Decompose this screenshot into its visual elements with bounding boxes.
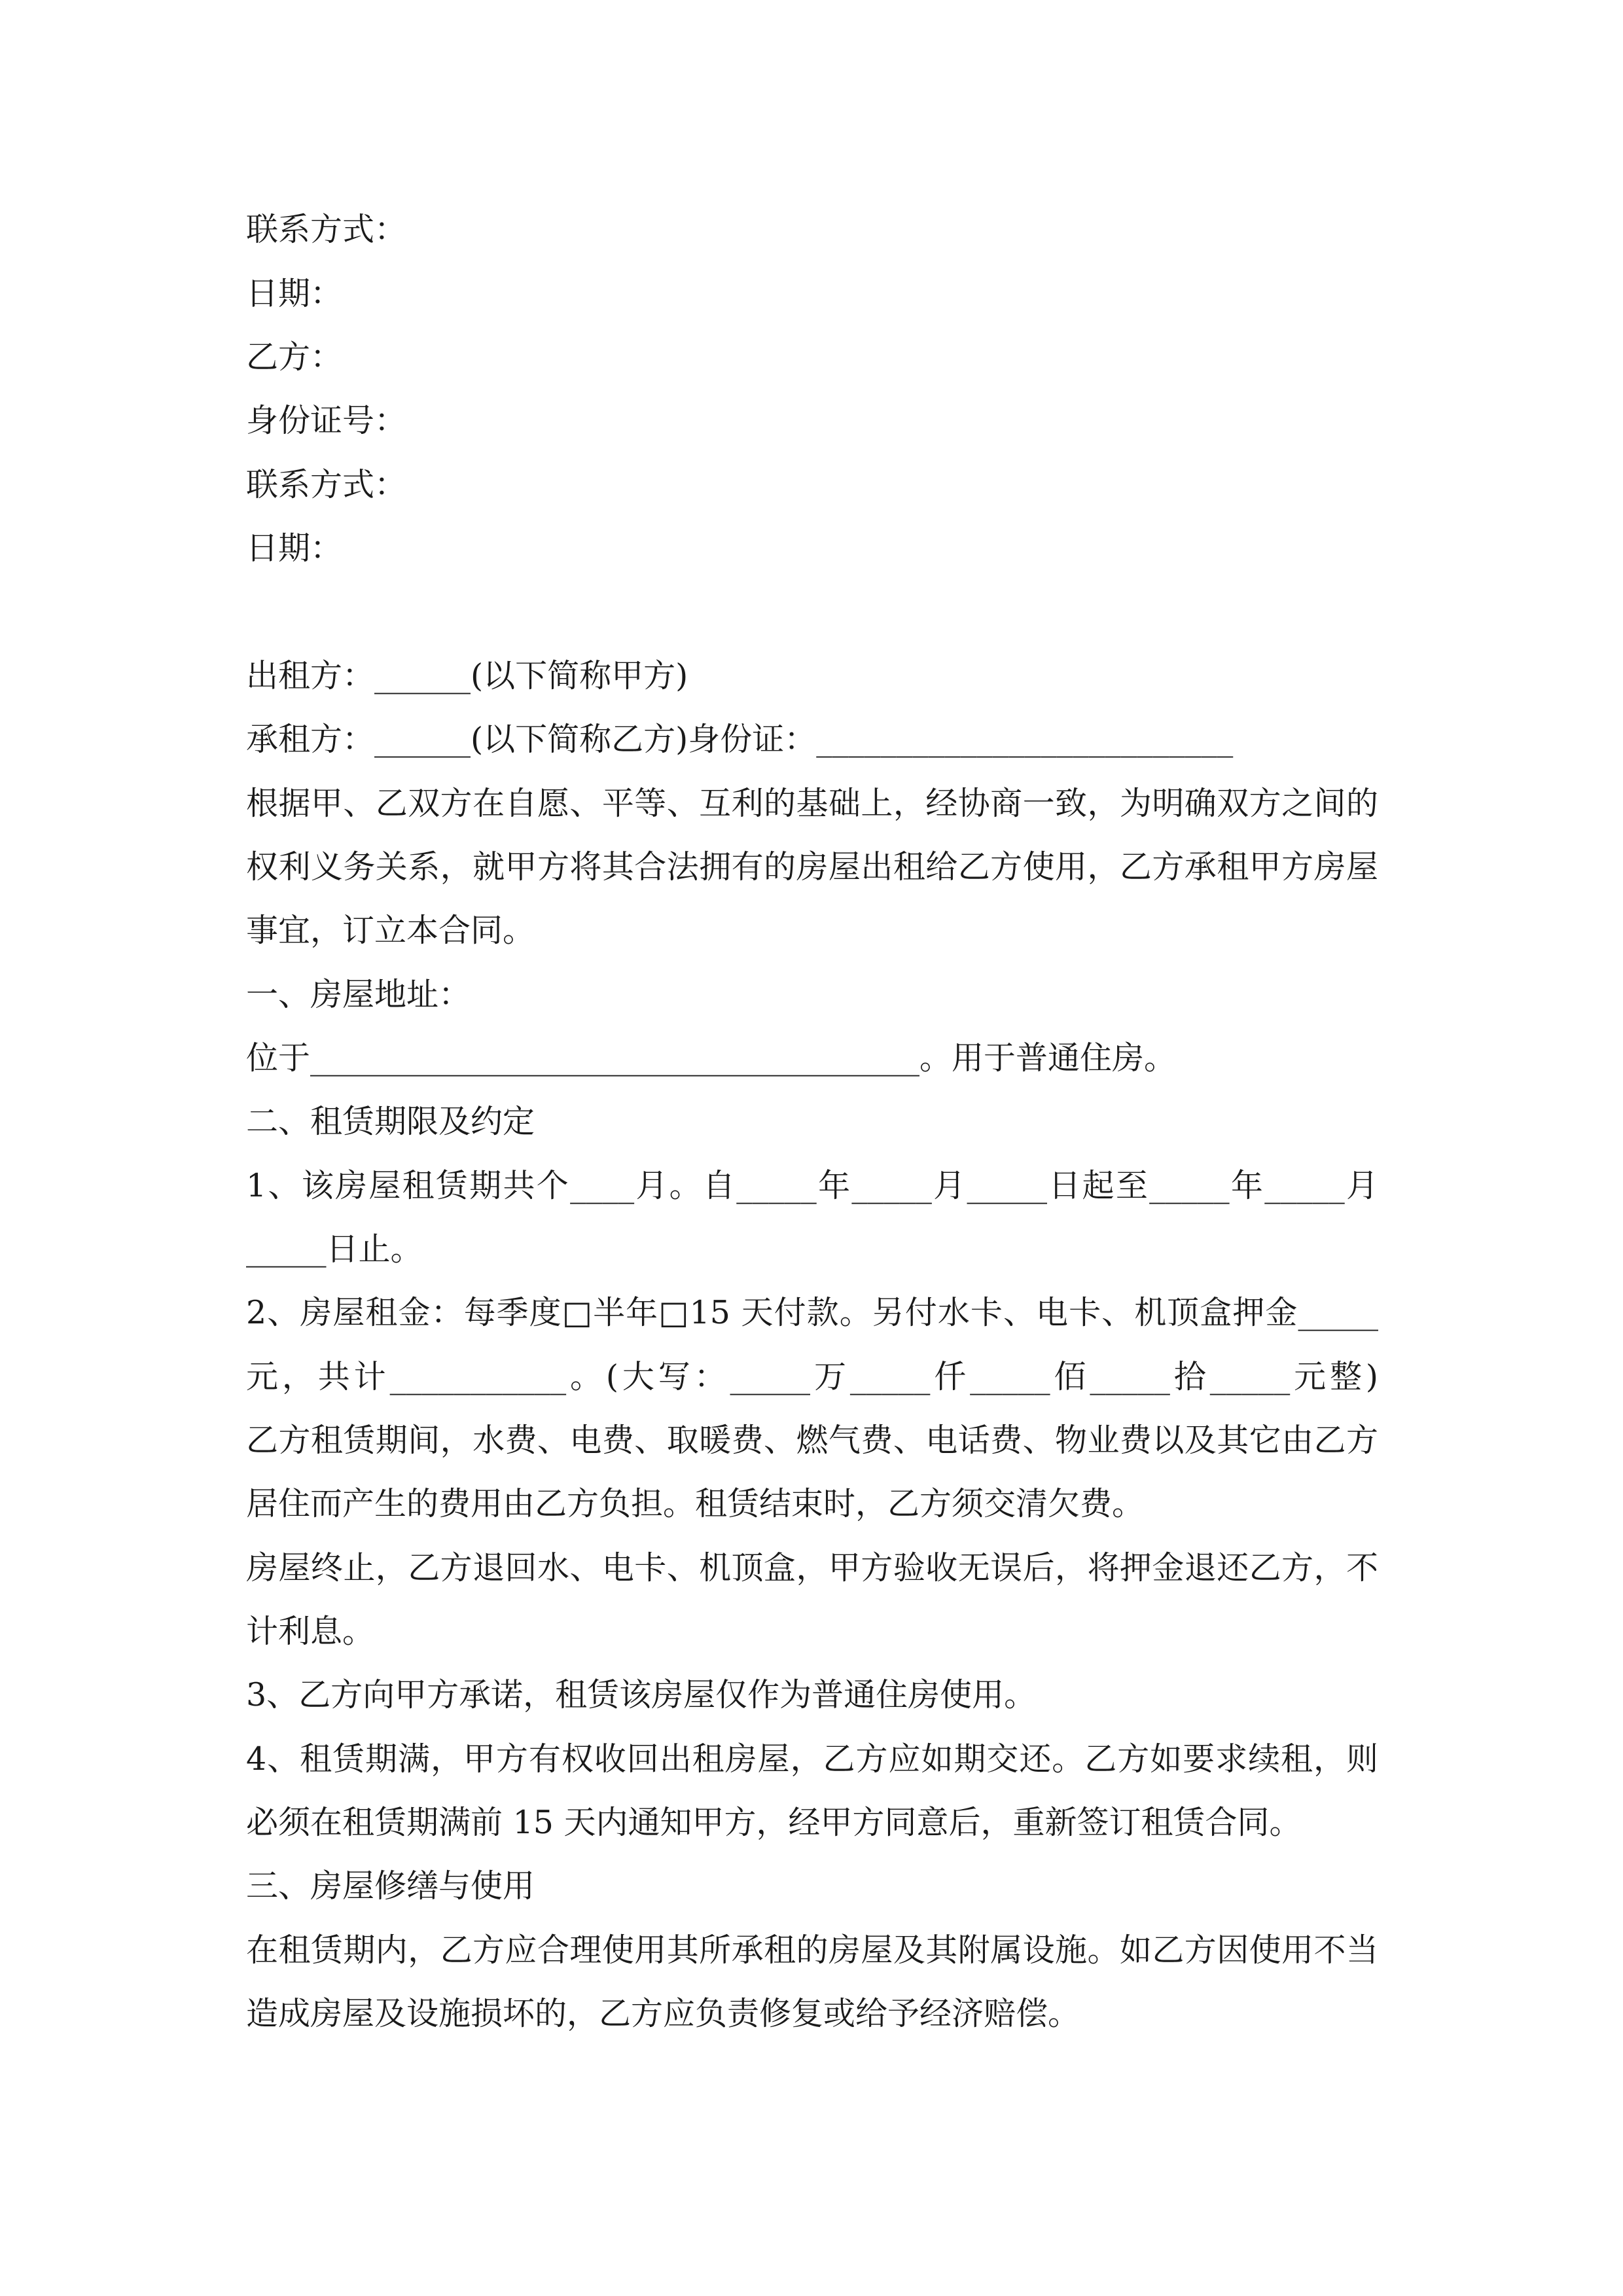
clause-4-line-1: 4、租赁期满，甲方有权收回出租房屋，乙方应如期交还。乙方如要求续租，则 — [246, 1740, 1378, 1778]
clause-2-line-4: 居住而产生的费用由乙方负担。租赁结束时，乙方须交清欠费。 — [246, 1485, 1145, 1522]
clause-1-line-1: 1、该房屋租赁期共个____月。自_____年_____月_____日起至_____年_____月 — [246, 1167, 1378, 1204]
section-3-heading: 三、房屋修缮与使用 — [246, 1867, 535, 1905]
section-1-heading: 一、房屋地址： — [246, 976, 471, 1013]
contact-label-1: 联系方式： — [246, 211, 407, 248]
intro-paragraph-line-1: 根据甲、乙双方在自愿、平等、互利的基础上，经协商一致，为明确双方之间的 — [246, 785, 1378, 822]
clause-2-line-1: 2、房屋租金：每季度□半年□15 天付款。另付水卡、电卡、机顶盒押金_____ — [246, 1294, 1378, 1331]
id-number-label: 身份证号： — [246, 402, 407, 439]
intro-paragraph-line-2: 权利义务关系，就甲方将其合法拥有的房屋出租给乙方使用，乙方承租甲方房屋 — [246, 848, 1378, 886]
address-line: 位于______________________________________。用于普通住房。 — [246, 1039, 1177, 1077]
date-label-1: 日期： — [246, 275, 343, 312]
party-b-label: 乙方： — [246, 338, 343, 376]
section-2-heading: 二、租赁期限及约定 — [246, 1103, 535, 1140]
contact-label-2: 联系方式： — [246, 466, 407, 503]
repair-paragraph-line-2: 造成房屋及设施损坏的，乙方应负责修复或给予经济赔偿。 — [246, 1995, 1080, 2032]
termination-line-1: 房屋终止，乙方退回水、电卡、机顶盒，甲方验收无误后，将押金退还乙方，不 — [246, 1549, 1378, 1587]
clause-1-line-2: _____日止。 — [246, 1230, 423, 1268]
intro-paragraph-line-3: 事宜，订立本合同。 — [246, 912, 535, 949]
clause-3-line: 3、乙方向甲方承诺，租赁该房屋仅作为普通住房使用。 — [246, 1676, 1037, 1713]
lessee-line: 承租方：______(以下简称乙方)身份证：__________________________ — [246, 721, 1234, 758]
clause-2-line-3: 乙方租赁期间，水费、电费、取暖费、燃气费、电话费、物业费以及其它由乙方 — [246, 1422, 1378, 1459]
clause-2-line-2: 元，共计___________。(大写：_____万_____仟_____佰_____拾_____元整) — [246, 1358, 1378, 1395]
termination-line-2: 计利息。 — [246, 1613, 375, 1650]
clause-4-line-2: 必须在租赁期满前 15 天内通知甲方，经甲方同意后，重新签订租赁合同。 — [246, 1804, 1302, 1841]
lessor-line: 出租方：______(以下简称甲方) — [246, 657, 688, 694]
date-label-2: 日期： — [246, 529, 343, 567]
repair-paragraph-line-1: 在租赁期内，乙方应合理使用其所承租的房屋及其附属设施。如乙方因使用不当 — [246, 1931, 1378, 1969]
